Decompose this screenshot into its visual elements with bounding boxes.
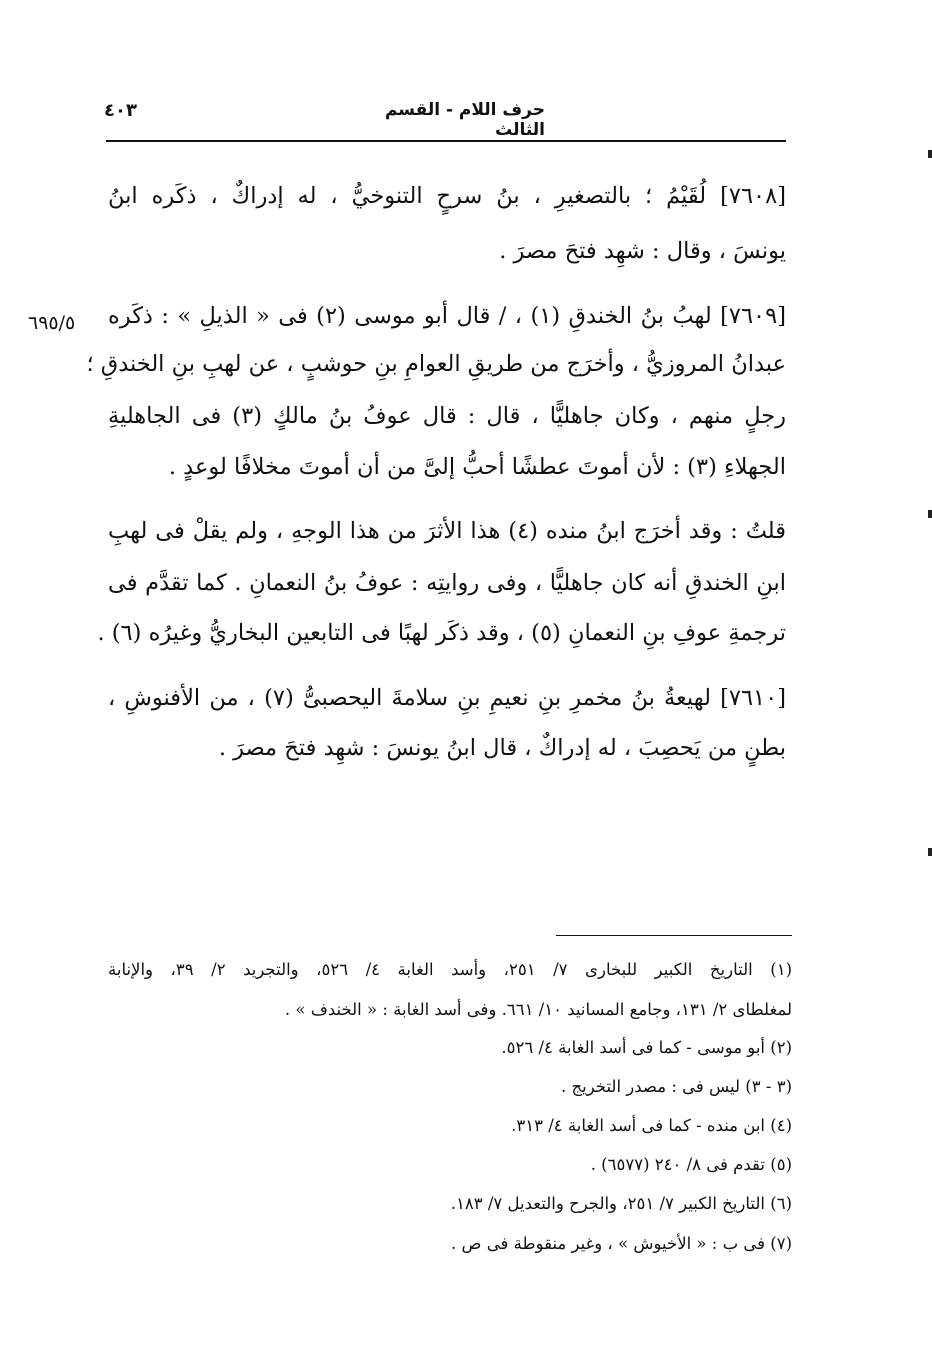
entry-7609-line-2: عبدانُ المروزيُّ ، وأخرَج من طريقِ العوامِ بنِ حوشبٍ ، عن لهبِ بنِ الخندقِ ؛: [86, 351, 786, 377]
note-paragraph-line-3: ترجمةِ عوفِ بنِ النعمانِ (٥) ، وقد ذكَر لهبًا فى التابعين البخاريُّ وغيرُه (٦) .: [97, 620, 786, 646]
entry-7608-line-2: يونسَ ، وقال : شهِد فتحَ مصرَ .: [499, 238, 786, 264]
footnote-6: (٦) التاريخ الكبير ٧/ ٢٥١، والجرح والتعديل ٧/ ١٨٣.: [450, 1194, 792, 1213]
scan-speck: [928, 510, 932, 518]
margin-note: ٦٩٥/٥: [28, 312, 76, 334]
entry-7610-line-2: بطنٍ من يَحصِبَ ، له إدراكٌ ، قال ابنُ يونسَ : شهِد فتحَ مصرَ .: [218, 735, 786, 761]
header-divider: [106, 140, 786, 142]
footnote-4: (٤) ابن منده - كما فى أسد الغابة ٤/ ٣١٣.: [511, 1116, 792, 1135]
scan-speck: [928, 848, 932, 856]
footnote-1-line-1: (١) التاريخ الكبير للبخارى ٧/ ٢٥١، وأسد الغابة ٤/ ٥٢٦، والتجريد ٢/ ٣٩، والإنابة: [108, 960, 793, 979]
entry-7610-line-1: [٧٦١٠] لهيعةُ بنُ مخمرِ بنِ نعيمِ بنِ سلامةَ اليحصبىُّ (٧) ، من الأفنوشِ ،: [108, 685, 786, 711]
entry-7609-line-3: رجلٍ منهم ، وكان جاهليًّا ، قال : قال عوفُ بنُ مالكٍ (٣) فى الجاهليةِ: [108, 403, 787, 429]
entry-7609-line-1: [٧٦٠٩] لهبُ بنُ الخندقِ (١) ، / قال أبو موسى (٢) فى « الذيلِ » : ذكَره: [108, 303, 786, 329]
running-header-title: حرف اللام - القسم الثالث: [384, 100, 545, 140]
footnote-1-line-2: لمغلطاى ٢/ ١٣١، وجامع المسانيد ١٠/ ٦٦١. وفى أسد الغابة : « الخندف » .: [284, 1000, 792, 1019]
footnote-divider: [556, 935, 792, 936]
note-paragraph-line-1: قلتُ : وقد أخرَج ابنُ منده (٤) هذا الأثرَ من هذا الوجهِ ، ولم يقلْ فى لهبِ: [108, 518, 787, 544]
footnote-7: (٧) فى ب : « الأخيوش » ، وغير منقوطة فى ص .: [451, 1234, 792, 1253]
entry-7608-line-1: [٧٦٠٨] لُقَيْمُ ؛ بالتصغيرِ ، بنُ سرحٍ التنوخيُّ ، له إدراكٌ ، ذكَره ابنُ: [108, 183, 786, 209]
footnote-3: (٣ - ٣) ليس فى : مصدر التخريج .: [560, 1077, 792, 1096]
scan-speck: [928, 150, 932, 158]
footnote-2: (٢) أبو موسى - كما فى أسد الغابة ٤/ ٥٢٦.: [501, 1038, 792, 1057]
note-paragraph-line-2: ابنِ الخندقِ أنه كان جاهليًّا ، وفى روايتِه : عوفُ بنُ النعمانِ . كما تقدَّم فى: [108, 570, 786, 596]
page-number: ٤٠٣: [104, 100, 137, 121]
footnote-5: (٥) تقدم فى ٨/ ٢٤٠ (٦٥٧٧) .: [590, 1155, 792, 1174]
entry-7609-line-4: الجهلاءِ (٣) : لأن أموتَ عطشًا أحبُّ إلىَّ من أن أموتَ مخلافًا لوعدٍ .: [168, 454, 786, 480]
